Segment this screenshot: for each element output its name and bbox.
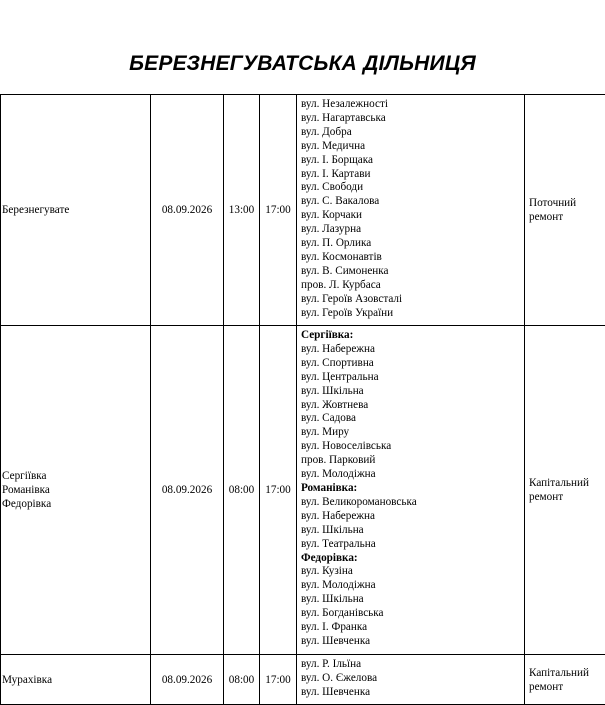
street-item: вул. Медична: [301, 140, 521, 154]
village-heading: Сергіївка:: [301, 329, 521, 343]
street-item: вул. Великоромановська: [301, 496, 521, 510]
start-time-cell: 13:00: [224, 95, 260, 326]
village-heading: Романівка:: [301, 482, 521, 496]
work-type-cell: [525, 326, 605, 655]
street-item: вул. Центральна: [301, 371, 521, 385]
street-item: вул. О. Єжелова: [301, 672, 521, 686]
locality-name: Федорівка: [2, 497, 148, 511]
table-row: [1, 326, 605, 655]
street-item: вул. Набережна: [301, 510, 521, 524]
street-item: вул. Шкільна: [301, 524, 521, 538]
street-item: пров. Парковий: [301, 454, 521, 468]
street-item: вул. Нагартавська: [301, 112, 521, 126]
locality-name: Мурахівка: [2, 673, 148, 687]
locality-cell: [1, 95, 151, 326]
street-item: вул. Миру: [301, 426, 521, 440]
locality-name: Сергіївка: [2, 469, 148, 483]
street-item: вул. Садова: [301, 412, 521, 426]
street-item: вул. Спортивна: [301, 357, 521, 371]
street-item: вул. Космонавтів: [301, 251, 521, 265]
start-time-cell: 08:00: [224, 655, 260, 705]
streets-cell: [297, 655, 525, 705]
street-item: вул. Лазурна: [301, 223, 521, 237]
street-item: вул. С. Вакалова: [301, 195, 521, 209]
locality-cell: [1, 326, 151, 655]
street-item: вул. Шкільна: [301, 593, 521, 607]
end-time-cell: 17:00: [260, 655, 297, 705]
street-item: вул. Театральна: [301, 538, 521, 552]
locality-name: Березнегувате: [2, 203, 148, 217]
street-item: вул. І. Франка: [301, 621, 521, 635]
start-time-cell: 08:00: [224, 326, 260, 655]
street-item: вул. Шевченка: [301, 635, 521, 649]
streets-cell: [297, 95, 525, 326]
work-type-text: ремонт: [529, 490, 604, 504]
street-item: вул. Молодіжна: [301, 579, 521, 593]
document-title: БЕРЕЗНЕГУВАТСЬКА ДІЛЬНИЦЯ: [0, 52, 605, 76]
date-cell: 08.09.2026: [151, 95, 224, 326]
work-type-text: Поточний: [529, 196, 604, 210]
end-time-cell: 17:00: [260, 95, 297, 326]
street-item: вул. Шкільна: [301, 385, 521, 399]
street-item: вул. Корчаки: [301, 209, 521, 223]
street-item: вул. Р. Ільїна: [301, 658, 521, 672]
street-item: вул. П. Орлика: [301, 237, 521, 251]
date-cell: 08.09.2026: [151, 326, 224, 655]
end-time-cell: 17:00: [260, 326, 297, 655]
street-item: вул. Добра: [301, 126, 521, 140]
street-item: вул. Молодіжна: [301, 468, 521, 482]
table-body: [1, 95, 605, 705]
work-type-text: ремонт: [529, 680, 604, 694]
street-item: вул. Кузіна: [301, 565, 521, 579]
street-item: вул. Героїв України: [301, 307, 521, 321]
locality-cell: [1, 655, 151, 705]
street-item: вул. Новоселівська: [301, 440, 521, 454]
street-item: вул. І. Борщака: [301, 154, 521, 168]
date-cell: 08.09.2026: [151, 655, 224, 705]
outage-schedule-table: [0, 94, 605, 705]
table-row: [1, 655, 605, 705]
work-type-text: ремонт: [529, 210, 604, 224]
street-item: вул. Свободи: [301, 181, 521, 195]
street-item: пров. Л. Курбаса: [301, 279, 521, 293]
village-heading: Федорівка:: [301, 552, 521, 566]
street-item: вул. Незалежності: [301, 98, 521, 112]
street-item: вул. Героїв Азовсталі: [301, 293, 521, 307]
table-row: [1, 95, 605, 326]
work-type-cell: [525, 655, 605, 705]
street-item: вул. І. Картави: [301, 168, 521, 182]
street-item: вул. Шевченка: [301, 686, 521, 700]
street-item: вул. В. Симоненка: [301, 265, 521, 279]
street-item: вул. Жовтнева: [301, 399, 521, 413]
work-type-text: Капітальний: [529, 666, 604, 680]
locality-name: Романівка: [2, 483, 148, 497]
work-type-text: Капітальний: [529, 476, 604, 490]
work-type-cell: [525, 95, 605, 326]
streets-cell: [297, 326, 525, 655]
street-item: вул. Набережна: [301, 343, 521, 357]
street-item: вул. Богданівська: [301, 607, 521, 621]
